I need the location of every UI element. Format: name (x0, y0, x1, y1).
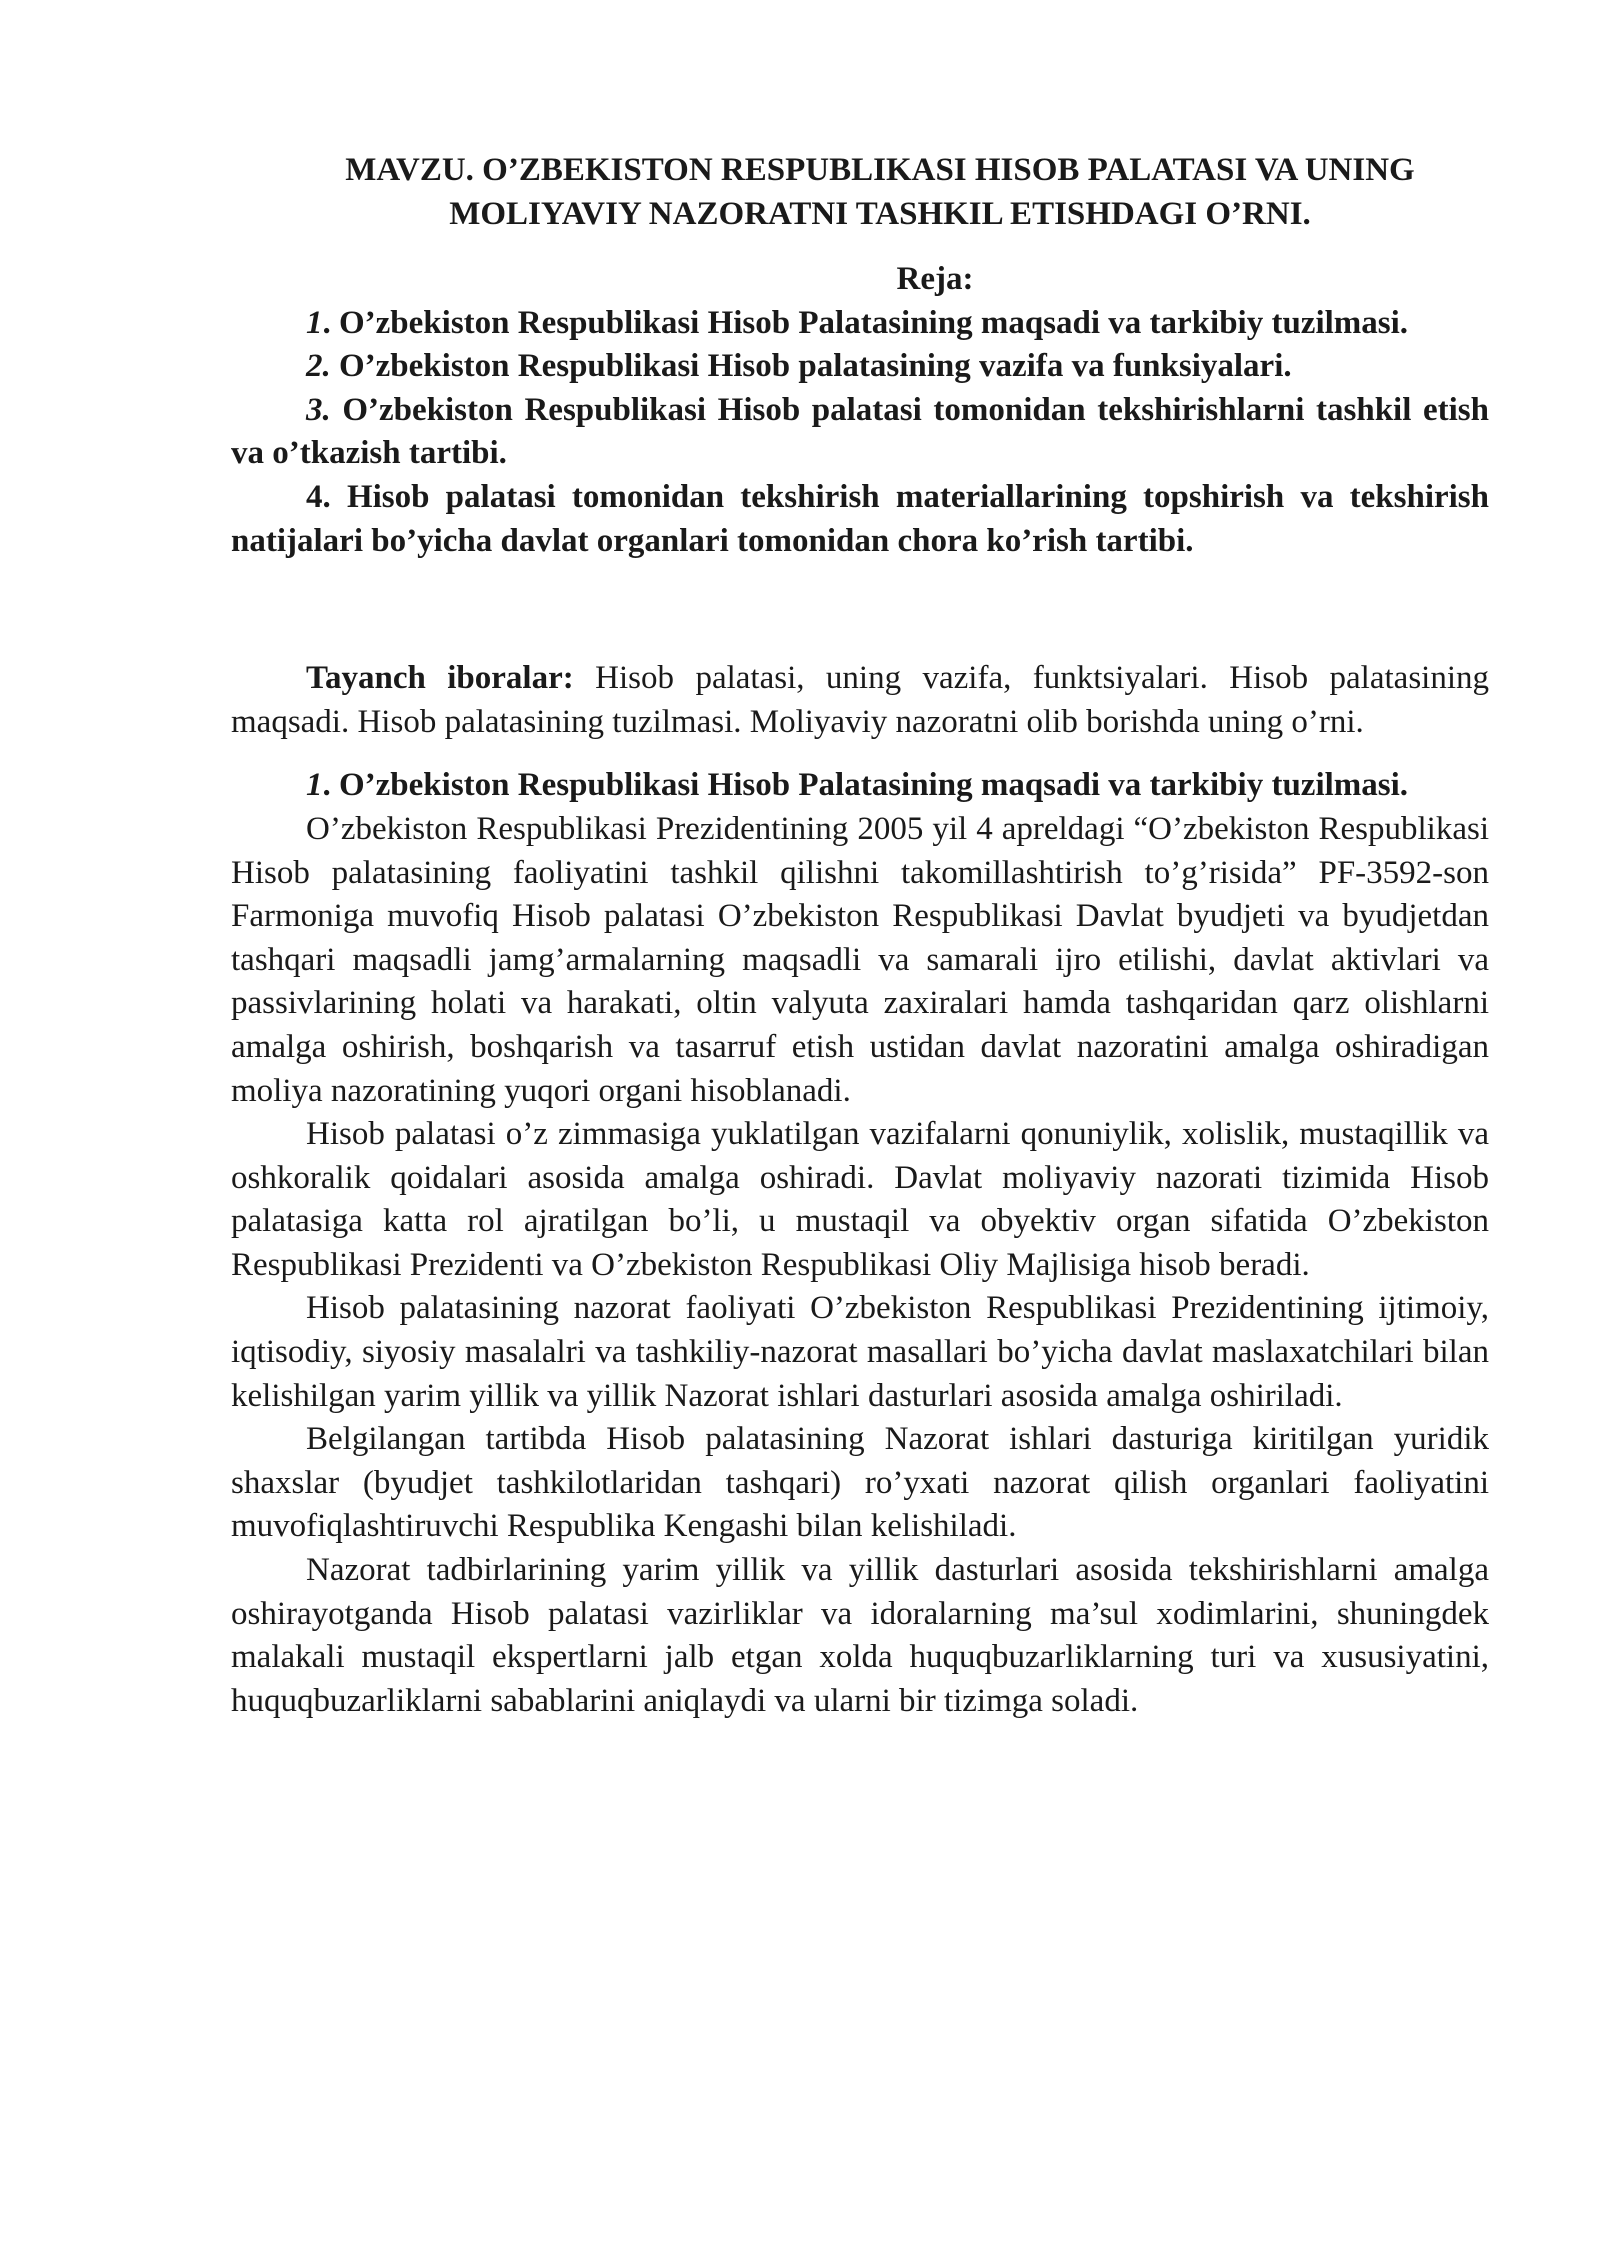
body-paragraph: O’zbekiston Respublikasi Prezidentining 2005 yil 4 apreldagi “O’zbekiston Respublikasi Hisob palatasining faoliyatini tashkil qilishni takomillashtirish to’g’risida” PF-3592-son Farmoniga muvofiq Hisob palatasi O’zbekiston Respublikasi Davlat byudjeti va byudjetdan tashqari maqsadli jamg’armalarning maqsadli va samarali ijro etilishi, davlat aktivlari va passivlarining holati va harakati, oltin valyuta zaxiralari hamda tashqaridan qarz olishlarni amalga oshirish, boshqarish va tasarruf etish ustidan davlat nazoratini amalga oshiradigan moliya nazoratining yuqori organi hisoblanadi. (231, 810, 1489, 1109)
plan-item (231, 302, 1489, 346)
body-paragraph: Hisob palatasi o’z zimmasiga yuklatilgan vazifalarni qonuniylik, xolislik, mustaqillik va oshkoralik qoidalari asosida amalga oshiradi. Davlat moliyaviy nazorati tizimida Hisob palatasiga katta rol ajratilgan bo’li, u mustaqil va obyektiv organ sifatida O’zbekiston Respublikasi Prezidenti va O’zbekiston Respublikasi Oliy Majlisiga hisob beradi. (231, 1116, 1489, 1283)
plan-item-number: 4. (306, 478, 331, 515)
plan-item-text: O’zbekiston Respublikasi Hisob palatasi tomonidan tekshirishlarni tashkil etish va o’tkazish tartibi. (231, 391, 1489, 472)
document-content (231, 148, 1489, 1723)
body-paragraph: Belgilangan tartibda Hisob palatasining Nazorat ishlari dasturiga kiritilgan yuridik shaxslar (byudjet tashkilotlaridan tashqari) ro’yxati nazorat qilish organlari faoliyatini muvofiqlashtiruvchi Respublika Kengashi bilan kelishiladi. (231, 1421, 1489, 1545)
plan-item-number: 1 (306, 304, 323, 341)
plan-item (231, 476, 1489, 563)
plan-item-number: 3. (306, 391, 331, 428)
section-number: 1 (306, 767, 323, 804)
body-paragraph: Nazorat tadbirlarining yarim yillik va yillik dasturlari asosida tekshirishlarni amalga oshirayotganda Hisob palatasi vazirliklar va idoralarning ma’sul xodimlarini, shuningdek malakali mustaqil ekspertlarni jalb etgan xolda huquqbuzarliklarning turi va xusus​iyatini, huquqbuzarliklarni sabablarini aniqlaydi va ularni bir tizimga soladi. (231, 1552, 1489, 1719)
keywords-paragraph (231, 657, 1489, 744)
plan-item-text: Hisob palatasi tomonidan tekshirish materiallarining topshirish va tekshirish natijalari bo’yicha davlat organlari tomonidan chora ko’rish tartibi. (231, 478, 1489, 559)
plan-heading: Reja: (896, 261, 974, 297)
plan-item-number: 2. (306, 348, 331, 385)
plan-item (231, 389, 1489, 476)
plan-list (231, 302, 1489, 564)
page-title: MAVZU. O’ZBEKISTON RESPUBLIKASI HISOB PALATASI VA UNING MOLIYAVIY NAZORATNI TASHKIL ETISHDAGI O’RNI. (345, 152, 1415, 232)
section-heading (231, 764, 1489, 808)
keywords-text: Hisob palatasi, uning vazifa, funktsiyalari. Hisob palatasining maqsadi. Hisob palatasining tuzilmasi. Moliyaviy nazoratni olib borishda uning o’rni. (231, 660, 1489, 740)
plan-item-text: O’zbekiston Respublikasi Hisob palatasining vazifa va funksiyalari. (330, 348, 1292, 385)
plan-item-text: . O’zbekiston Respublikasi Hisob Palatasining maqsadi va tarkibiy tuzilmasi. (322, 304, 1409, 341)
body-paragraph: Hisob palatasining nazorat faoliyati O’zbekiston Respublikasi Prezidentining ijtimoiy, iqtisodiy, siyosiy masalalri va tashkiliy-nazorat masallari bo’yicha davlat maslaxatchilari bilan kelishilgan yarim yillik va yillik Nazorat ishlari dasturlari asosida amalga oshiriladi. (231, 1290, 1489, 1414)
plan-item (231, 345, 1489, 389)
section-heading-text: . O’zbekiston Respublikasi Hisob Palatasining maqsadi va tarkibiy tuzilmasi. (322, 767, 1409, 804)
keywords-label: Tayanch iboralar: (306, 660, 574, 697)
